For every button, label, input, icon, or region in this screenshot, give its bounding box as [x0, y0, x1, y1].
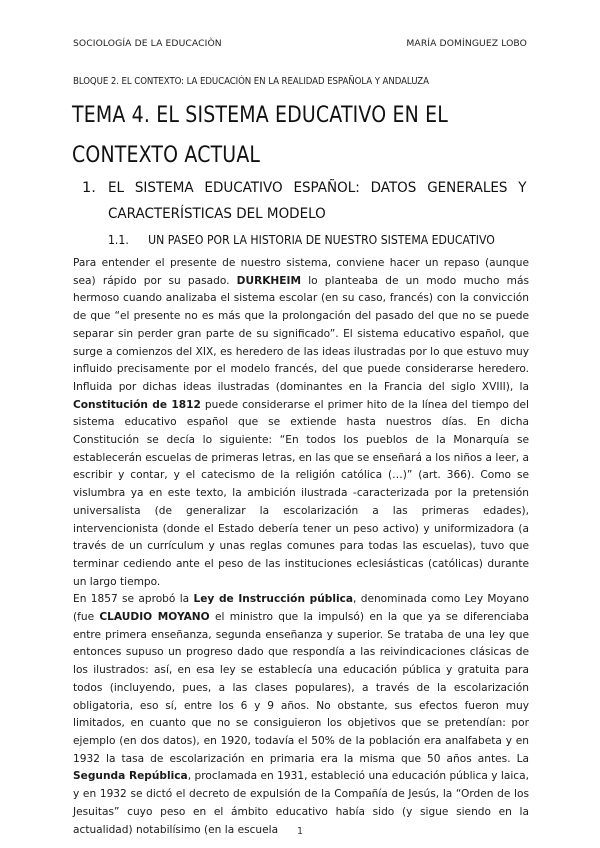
section-number: 1. — [82, 180, 96, 196]
paragraph — [73, 255, 529, 591]
text-run: , proclamada en 1931, estableció una educación pública y laica, y en 1932 se dictó el decreto de expulsión de la Compañía de Jesús, la “Orden de los Jesuitas” cuyo peso en el ámbito educativo había sido (y sigue siendo en la actualidad) notabilísimo (en la escuela — [73, 770, 529, 836]
subsection-number: 1.1. — [108, 232, 129, 247]
paragraph — [73, 591, 529, 839]
header-author: MARÍA DOMÍNGUEZ LOBO — [406, 38, 527, 49]
page-number: 1 — [296, 826, 304, 837]
text-run: , denominada como Ley Moyano (fue — [73, 593, 529, 624]
body-text — [73, 255, 529, 839]
text-run: lo planteaba de un modo mucho más hermoso cuando analizaba el sistema escolar (en su caso, francés) con la convicción de que “el presente no es más que la prolongación del pasado del que no se puede separar sin perder gran parte de su significado”. El sistema educativo español, que surge a comienzos del XIX, es heredero de las ideas ilustradas por lo que estuvo muy influido precisamente por el modelo francés, del que puede considerarse heredero. Influida por dichas ideas ilustradas (dominantes en la Francia del siglo XVIII), la — [73, 274, 529, 393]
text-run: Para entender el presente de nuestro sistema, conviene hacer un repaso (aunque sea) rápido por su pasado. — [73, 257, 529, 287]
bold-term: Ley de Instrucción pública — [193, 593, 354, 606]
header-course: SOCIOLOGÍA DE LA EDUCACIÒN — [73, 38, 222, 49]
block-label: BLOQUE 2. EL CONTEXTO: LA EDUCACIÓN EN LA REALIDAD ESPAÑOLA Y ANDALUZA — [73, 76, 429, 87]
subsection-heading — [108, 232, 495, 247]
page-header — [73, 38, 527, 49]
section-title: EL SISTEMA EDUCATIVO ESPAÑOL: DATOS GENERALES Y CARACTERÍSTICAS DEL MODELO — [108, 180, 527, 222]
bold-term: Constitución de 1812 — [73, 398, 201, 411]
section-heading — [82, 175, 526, 227]
bold-term: CLAUDIO MOYANO — [99, 611, 210, 624]
bold-term: Segunda República — [73, 770, 188, 783]
text-run: En 1857 se aprobó la — [73, 593, 194, 606]
bold-term: DURKHEIM — [236, 274, 302, 287]
text-run: el ministro que la impulsó) en la que ya se diferenciaba entre primera enseñanza, segunda enseñanza y superior. Se trataba de una ley que entonces supuso un progreso dado que respondía a las reivindicaciones clásicas de los ilustrados: así, en esa ley se establecía una educación pública y gratuita para todos (incluyendo, pues, a las clases populares), a través de la escolarización obligatoria, eso sí, entre los 6 y 9 años. No obstante, sus efectos fueron muy limitados, en cuanto que no se consiguieron los objetivos que se pretendían: por ejemplo (en dos datos), en 1920, todavía el 50% de la población era analfabeta y en 1932 la tasa de escolarización en primaria era la misma que 50 años antes. La — [73, 611, 529, 765]
subsection-title: UN PASEO POR LA HISTORIA DE NUESTRO SISTEMA EDUCATIVO — [148, 232, 495, 247]
text-run: puede considerarse el primer hito de la línea del tiempo del sistema educativo español que se extiende hasta nuestros días. En dicha Constitución se decía lo siguiente: “En todos los pueblos de la Monarquía se establecerán escuelas de primeras letras, en las que se enseñará a los niños a leer, a escribir y contar, y el catecismo de la religión católica (…)” (art. 366). Como se vislumbra ya en este texto, la ambición ilustrada -caracterizada por la pretensión universalista (de generalizar la escolarización a las primeras edades), intervencionista (donde el Estado debería tener un peso activo) y uniformizadora (a través de un currículum y unas reglas comunes para todas las escuelas), tuvo que terminar cediendo ante el peso de las instituciones eclesiásticas (católicas) durante un largo tiempo. — [73, 398, 530, 588]
page-title: TEMA 4. EL SISTEMA EDUCATIVO EN EL CONTEXTO ACTUAL — [72, 103, 448, 168]
